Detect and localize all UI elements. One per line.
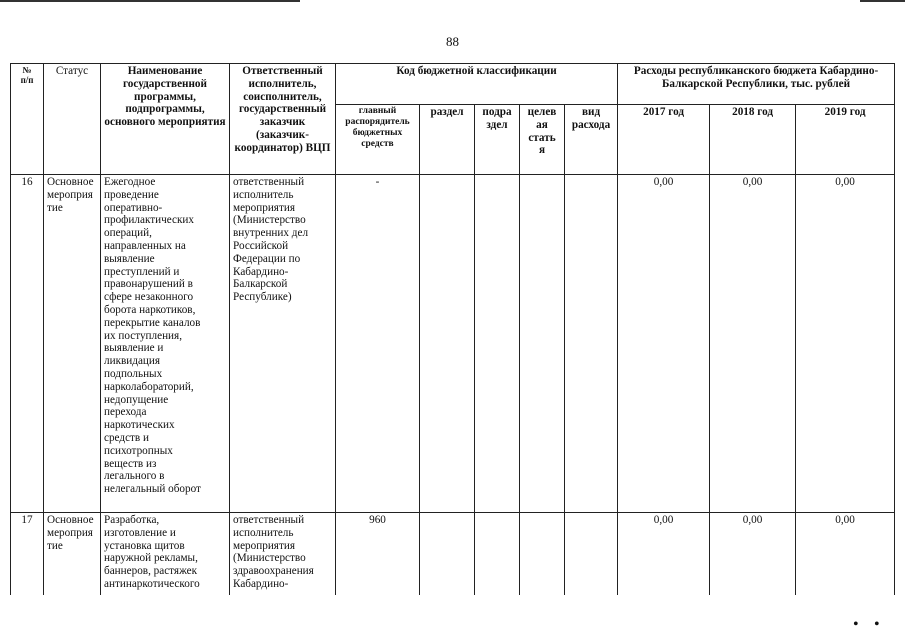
row-2019: 0,00 xyxy=(796,513,895,595)
header-responsible: Ответственный исполнитель, соисполнитель, государственный заказчик (заказчик-координатор) ВЦП xyxy=(230,64,336,175)
top-rule-left xyxy=(0,0,300,2)
row-target-article xyxy=(520,513,565,595)
table-row xyxy=(11,513,895,595)
row-razdel xyxy=(420,513,475,595)
row-number: 16 xyxy=(11,175,44,513)
header-expenses: Расходы республиканского бюджета Кабардино-Балкарской Республики, тыс. рублей xyxy=(618,64,895,105)
top-rule-right xyxy=(860,0,905,2)
row-name: Ежегодное проведение оперативно- профилактических операций, направленных на выявление преступлений и правонарушений в сфере незаконного борота наркотиков, перекрытие каналов их поступления, выявление и ликвидация подпольных нарколабораторий, недопущение перехода наркотических средств и психотропных веществ из легального в нелегальный оборот xyxy=(101,175,230,513)
header-status: Статус xyxy=(44,64,101,175)
row-expense-type xyxy=(565,175,618,513)
table-row xyxy=(11,175,895,513)
header-podrazdel: подра здел xyxy=(475,105,520,175)
row-grbs: 960 xyxy=(336,513,420,595)
page-number: 88 xyxy=(446,34,459,49)
row-status: Основное мероприя тие xyxy=(44,175,101,513)
row-grbs: - xyxy=(336,175,420,513)
row-responsible: ответственный исполнитель мероприятия (Министерство здравоохранения Кабардино- xyxy=(230,513,336,595)
row-podrazdel xyxy=(475,513,520,595)
scan-mark-dot: • xyxy=(874,616,880,633)
header-grbs: главный распорядитель бюджетных средств xyxy=(336,105,420,175)
header-year-2017: 2017 год xyxy=(618,105,710,175)
row-number: 17 xyxy=(11,513,44,595)
row-2017: 0,00 xyxy=(618,513,710,595)
scan-mark-dot: • xyxy=(853,616,859,633)
row-podrazdel xyxy=(475,175,520,513)
header-year-2019: 2019 год xyxy=(796,105,895,175)
header-budget-code: Код бюджетной классификации xyxy=(336,64,618,105)
row-responsible: ответственный исполнитель мероприятия (Министерство внутренних дел Российской Федерации по Кабардино- Балкарской Республике) xyxy=(230,175,336,513)
header-target-article: целев ая стать я xyxy=(520,105,565,175)
row-razdel xyxy=(420,175,475,513)
header-year-2018: 2018 год xyxy=(710,105,796,175)
header-expense-type: вид расхода xyxy=(565,105,618,175)
header-name: Наименование государственной программы, подпрограммы, основного мероприятия xyxy=(101,64,230,175)
row-2018: 0,00 xyxy=(710,175,796,513)
header-razdel: раздел xyxy=(420,105,475,175)
budget-table xyxy=(10,63,895,595)
header-row-1 xyxy=(11,64,895,105)
row-expense-type xyxy=(565,513,618,595)
row-2018: 0,00 xyxy=(710,513,796,595)
row-name: Разработка, изготовление и установка щитов наружной рекламы, баннеров, растяжек антинаркотического xyxy=(101,513,230,595)
header-num: № п/п xyxy=(11,64,44,175)
row-target-article xyxy=(520,175,565,513)
row-status: Основное мероприя тие xyxy=(44,513,101,595)
row-2019: 0,00 xyxy=(796,175,895,513)
row-2017: 0,00 xyxy=(618,175,710,513)
